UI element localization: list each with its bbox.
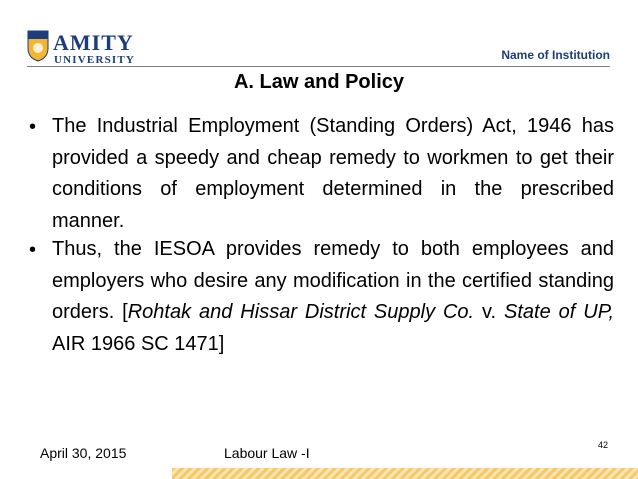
footer-date: April 30, 2015 xyxy=(40,445,127,461)
footer-course: Labour Law -I xyxy=(224,445,310,461)
case-party-2: State of UP, xyxy=(504,301,615,323)
footer-decorative-bar xyxy=(172,468,638,479)
bullet-2-main: Thus, the IESOA provides remedy to both employees and employers who desire any modification in the certified standing orders. [ xyxy=(52,238,614,323)
bullet-1-text: The Industrial Employment (Standing Orders) Act, 1946 has provided a speedy and cheap remedy to workmen to get their conditions of employment determined in the prescribed manner. xyxy=(52,115,614,232)
header-divider xyxy=(27,66,610,67)
amity-logo xyxy=(27,30,145,74)
logo-subtitle: UNIVERSITY xyxy=(54,54,136,66)
case-party-1: Rohtak and Hissar District Supply Co. xyxy=(127,301,475,323)
case-versus: v. xyxy=(474,301,505,323)
logo-name: AMITY xyxy=(53,30,134,55)
institution-name: Name of Institution xyxy=(501,48,610,62)
bullet-2-marker: • xyxy=(29,239,37,261)
page-number: 42 xyxy=(597,440,608,450)
bullet-2-text xyxy=(52,234,614,360)
shield-icon xyxy=(27,30,49,62)
slide-title: A. Law and Policy xyxy=(233,71,405,93)
case-citation: AIR 1966 SC 1471] xyxy=(52,332,225,355)
bullet-1-marker: • xyxy=(29,116,37,138)
